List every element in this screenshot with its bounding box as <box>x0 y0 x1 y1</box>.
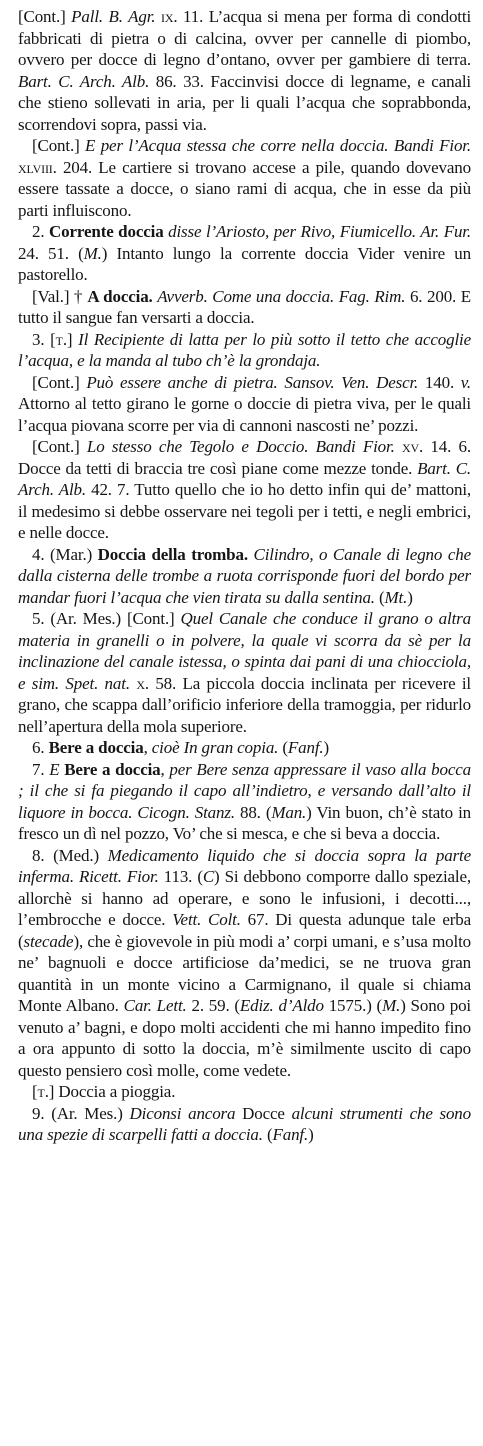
entry-paragraph: [Cont.] Lo stesso che Tegolo e Doccio. Bandi Fior. xv. 14. 6. Docce da tetti di braccia tre così piane come mezze tonde. Bart. C. Arch. Alb. 42. 7. Tutto quello che io ho detto infin qui de’ mattoni, il medesimo si debbe osservare nei tegoli per i tetti, e negli embrici, e nelle docce. <box>18 437 471 542</box>
entry-paragraph: 8. (Med.) Medicamento liquido che si doccia sopra la parte inferma. Ricett. Fior. 113. (C) Si debbono comporre dallo speziale, allorchè si hanno ad operare, e sono le infusioni, i decotti..., l’embrocche e docce. Vett. Colt. 67. Di questa adunque tale erba (stecade), che è giovevole in più modi a’ corpi umani, e s’usa molto ne’ bagnuoli e docce artificiose da’medici, se ne truova gran quantità in un monte vicino a Carmignano, il quale si chiama Monte Albano. Car. Lett. 2. 59. (Ediz. d’Aldo 1575.) (M.) Sono poi venuto a’ bagni, e dopo molti accidenti che mi hanno impedito fino a ora appunto di sotto la doccia, m’è similmente uscito di capo questo pensiero così molle, come vedete. <box>18 845 472 1080</box>
entry-paragraph: [Cont.] Può essere anche di pietra. Sansov. Ven. Descr. 140. v. Attorno al tetto girano le gorne o doccie di pietra viva, per le quali l’acqua piovana scorre per via di cannoni nascosti ne’ pozzi. <box>18 372 471 435</box>
entry-paragraph: [Val.] † A doccia. Avverb. Come una doccia. Fag. Rim. 6. 200. E tutto il sangue fan versarti a doccia. <box>18 286 471 327</box>
entry-paragraph: [Cont.] E per l’Acqua stessa che corre nella doccia. Bandi Fior. xlviii. 204. Le cartiere si trovano accese a pile, quando dovevano essere tassate a docce, o siano rami di acqua, che in esse da più parti influiscono. <box>18 136 471 220</box>
entry-paragraph: [t.] Doccia a pioggia. <box>32 1082 176 1101</box>
entry-paragraph: 9. (Ar. Mes.) Diconsi ancora Docce alcuni strumenti che sono una spezie di scarpelli fatti a doccia. (Fanf.) <box>18 1103 471 1144</box>
entry-paragraph: 5. (Ar. Mes.) [Cont.] Quel Canale che conduce il grano o altra materia in granelli o in polvere, la quale vi scorra da sè per la inclinazione del canale istessa, o spinta dai pani di una chiocciola, e sim. Spet. nat. x. 58. La piccola doccia inclinata per ricevere il grano, che scappa dall’orificio inferiore della tramoggia, per ridurlo nell’apertura della mola superiore. <box>18 609 471 736</box>
entry-paragraph: [Cont.] Pall. B. Agr. ix. 11. L’acqua si mena per forma di condotti fabbricati di pietra o di calcina, ovver per cannelle di piombo, ovvero per docce di legno d’ontano, ovver per gambiere di terra. Bart. C. Arch. Alb. 86. 33. Faccinvisi docce di legname, e canali che stieno sollevati in aria, per li quali l’acqua che soprabbonda, scorrendovi sopra, passi via. <box>18 7 472 134</box>
entry-paragraph: 6. Bere a doccia, cioè In gran copia. (Fanf.) <box>32 738 330 757</box>
entry-paragraph: 4. (Mar.) Doccia della tromba. Cilindro, o Canale di legno che dalla cisterna delle trombe a ruota corrisponde fuori del bordo per mandar fuori l’acqua che vien tirata su dalla sentina. (Mt.) <box>18 544 471 607</box>
entry-paragraph: 3. [t.] Il Recipiente di latta per lo più sotto il tetto che accoglie l’acqua, e la manda al tubo ch’è la grondaja. <box>18 329 471 370</box>
entry-paragraph: 7. E Bere a doccia, per Bere senza appressare il vaso alla bocca ; il che si fa piegando il capo all’indietro, e versando dall’alto il liquore in bocca. Cicogn. Stanz. 88. (Man.) Vin buon, ch’è stato in fresco un dì nel pozzo, Vo’ che si mesca, e che si beva a doccia. <box>18 759 471 843</box>
entry-paragraph: 2. Corrente doccia disse l’Ariosto, per Rivo, Fiumicello. Ar. Fur. 24. 51. (M.) Intanto lungo la corrente doccia Vider venire un pastorello. <box>18 222 472 284</box>
